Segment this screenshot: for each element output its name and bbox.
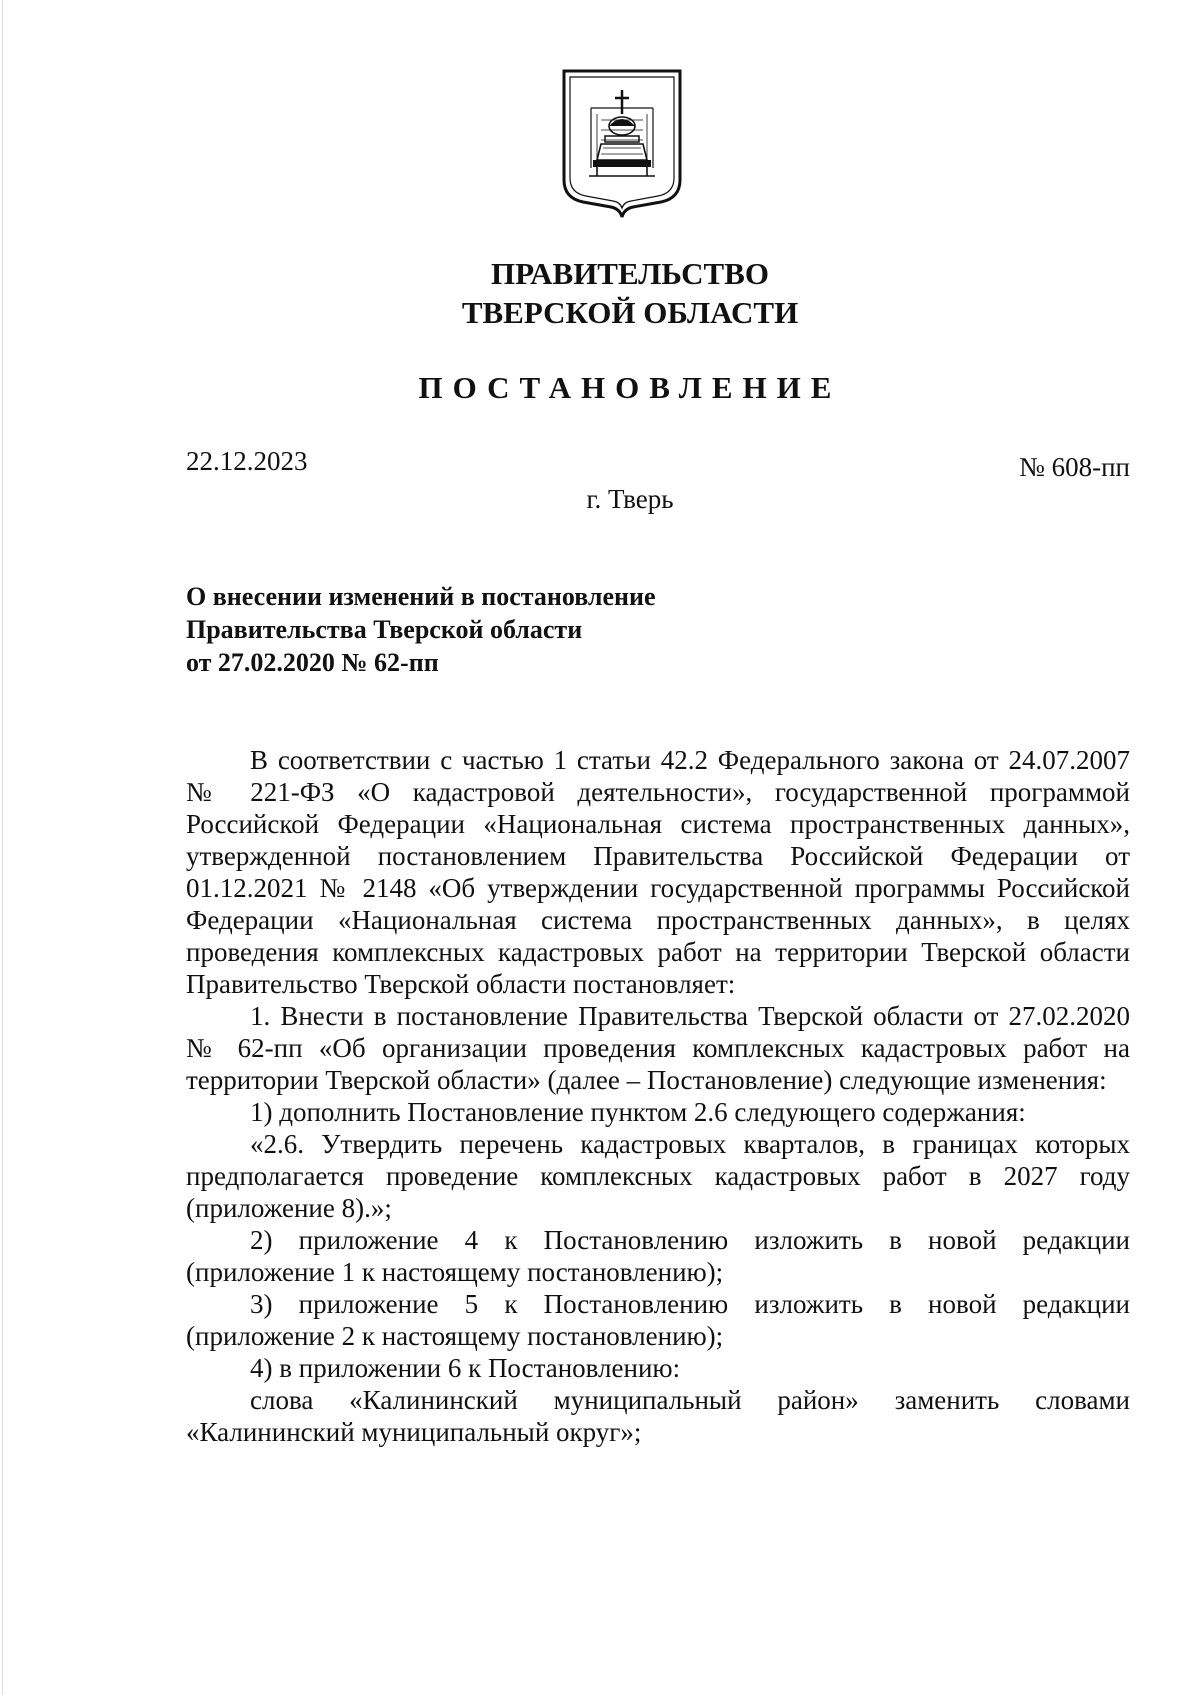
subject-line-2: Правительства Тверской области [186, 615, 583, 644]
document-date: 22.12.2023 [186, 446, 308, 476]
subitem-4-text-paragraph: слова «Калининский муниципальный район» заменить словами «Калининский муниципальный округ»; [186, 1385, 1130, 1447]
document-number: № 608-пп [1019, 452, 1130, 482]
document-body [186, 744, 1130, 1448]
organization-line-1: ПРАВИТЕЛЬСТВО [491, 256, 769, 291]
preamble-paragraph: В соответствии с частью 1 статьи 42.2 Федерального закона от 24.07.2007 № 221-ФЗ «О кадастровой деятельности», государственной программой Российской Федерации «Национальная система пространственных данных», утвержденной постановлением Правительства Российской Федерации от 01.12.2021 № 2148 «Об утверждении государственной программы Российской Федерации «Национальная система пространственных данных», в целях проведения комплексных кадастровых работ на территории Тверской области Правительство Тверской области постановляет: [186, 745, 1130, 999]
subitem-1-paragraph: 1) дополнить Постановление пунктом 2.6 следующего содержания: [250, 1097, 1026, 1127]
organization-name [0, 254, 1200, 332]
document-subject [186, 580, 656, 679]
subitem-3-paragraph: 3) приложение 5 к Постановлению изложить в новой редакции (приложение 2 к настоящему постановлению); [186, 1289, 1130, 1351]
organization-line-2: ТВЕРСКОЙ ОБЛАСТИ [461, 295, 799, 330]
subject-line-3: от 27.02.2020 № 62-пп [186, 648, 439, 677]
document-type: ПОСТАНОВЛЕНИЕ [418, 370, 842, 405]
subitem-4-paragraph: 4) в приложении 6 к Постановлению: [250, 1353, 681, 1383]
subject-line-1: О внесении изменений в постановление [186, 582, 656, 611]
item-1-paragraph: 1. Внести в постановление Правительства Тверской области от 27.02.2020 № 62-пп «Об организации проведения комплексных кадастровых работ на территории Тверской области» (далее – Постановление) следующие изменения: [186, 1001, 1130, 1095]
quote-paragraph: «2.6. Утвердить перечень кадастровых кварталов, в границах которых предполагается проведение комплексных кадастровых работ в 2027 году (приложение 8).»; [186, 1129, 1130, 1223]
coat-of-arms-icon [561, 68, 683, 220]
subitem-2-paragraph: 2) приложение 4 к Постановлению изложить в новой редакции (приложение 1 к настоящему постановлению); [186, 1225, 1130, 1287]
document-city: г. Тверь [586, 484, 674, 514]
